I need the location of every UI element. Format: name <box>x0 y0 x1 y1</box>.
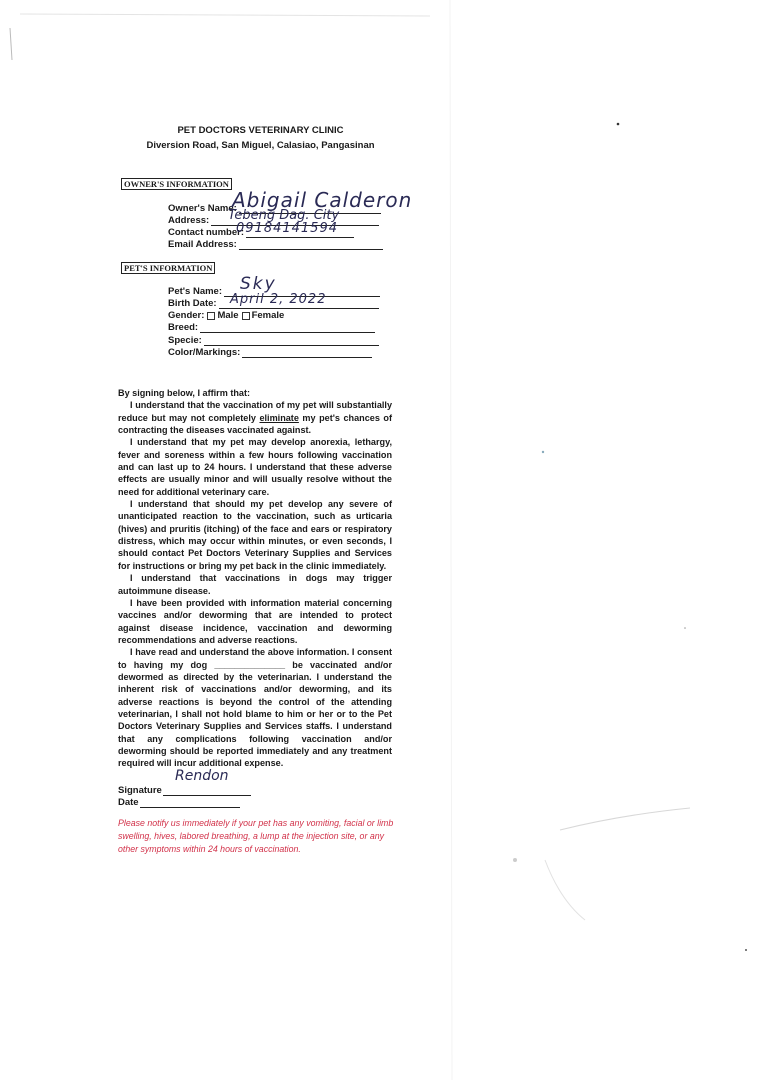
owner-name-value: Abigail Calderon <box>232 188 413 212</box>
clinic-address: Diversion Road, San Miguel, Calasiao, Pangasinan <box>146 140 375 151</box>
female-checkbox[interactable] <box>242 312 250 320</box>
male-checkbox[interactable] <box>207 312 215 320</box>
specie-label: Specie: <box>168 335 202 346</box>
male-label: Male <box>217 310 239 321</box>
address-label: Address: <box>168 215 210 226</box>
birth-date-label: Birth Date: <box>168 298 217 309</box>
gender-label: Gender: <box>168 310 205 321</box>
consent-text <box>118 387 392 770</box>
birth-date-value: April 2, 2022 <box>230 292 327 307</box>
breed-field <box>168 321 375 333</box>
consent-paragraph-6: I have read and understand the above information. I consent to having my dog ______________ be vaccinated and/or dewormed as directed by the veterinarian. I understand the inherent risk of vaccinations and/or deworming, and its adverse reactions is beyond the control of the attending veterinarian, I shall not hold blame to him or her or to the Pet Doctors Veterinary Supplies and Services staffs. I understand that any complications following vaccination and/or deworming should be reported immediately and any treatment required will incur additional expense. <box>118 647 392 769</box>
color-markings-label: Color/Markings: <box>168 347 241 358</box>
clinic-name: PET DOCTORS VETERINARY CLINIC <box>177 125 344 136</box>
signature-field <box>118 784 251 796</box>
breed-label: Breed: <box>168 322 199 333</box>
date-label: Date <box>118 797 139 808</box>
email-field <box>168 238 383 250</box>
address-value: Tebeng Dag. City <box>228 208 340 223</box>
specie-field <box>168 334 379 346</box>
date-line <box>140 807 240 808</box>
breed-line <box>200 322 375 333</box>
specie-line <box>204 335 379 346</box>
date-field <box>118 796 240 808</box>
dog-name-blank: ______________ <box>214 659 286 670</box>
color-markings-field <box>168 346 372 358</box>
pet-section-header: PET'S INFORMATION <box>121 262 215 274</box>
signature-label: Signature <box>118 785 162 796</box>
contact-value: 09184141594 <box>236 221 338 236</box>
consent-paragraph-5: I have been provided with information material concerning vaccines and/or deworming that are intended to protect against disease incidence, vaccination and deworming recommendations and adverse reactions. <box>118 597 392 645</box>
color-markings-line <box>242 347 372 358</box>
contact-label: Contact number: <box>168 227 244 238</box>
owner-section-header: OWNER'S INFORMATION <box>121 178 232 190</box>
aftercare-notice: Please notify us immediately if your pet has any vomiting, facial or limb swelling, hives, labored breathing, a lump at the injection site, or any other symptoms within 24 hours of vaccination. <box>118 818 394 854</box>
consent-paragraph-4: I understand that vaccinations in dogs may trigger autoimmune disease. <box>118 573 392 596</box>
consent-paragraph-1: I understand that the vaccination of my pet will substantially reduce but may not completely eliminate my pet's chances of contracting the diseases vaccinated against. <box>118 400 393 436</box>
consent-intro: By signing below, I affirm that: <box>118 388 251 398</box>
consent-paragraph-2: I understand that my pet may develop anorexia, lethargy, fever and soreness within a few hours following vaccination and can last up to 24 hours. I understand that these adverse effects are usually minor and will usually resolve without the need for additional veterinary care. <box>118 437 392 497</box>
owner-name-label: Owner's Name: <box>168 203 237 214</box>
email-line <box>239 239 383 250</box>
email-label: Email Address: <box>168 239 237 250</box>
consent-paragraph-3: I understand that should my pet develop any severe of unanticipated reaction to the vaccination, such as urticaria (hives) and pruritis (itching) of the face and ears or respiratory distress, which may occur within minutes, or even seconds, I should contact Pet Doctors Veterinary Supplies and Services for instructions or bring my pet back in the clinic immediately. <box>118 499 392 571</box>
female-label: Female <box>251 310 285 321</box>
signature-value: Rendon <box>175 768 229 784</box>
pet-name-value: Sky <box>240 274 277 294</box>
gender-field <box>168 309 284 321</box>
pet-name-label: Pet's Name: <box>168 286 223 297</box>
